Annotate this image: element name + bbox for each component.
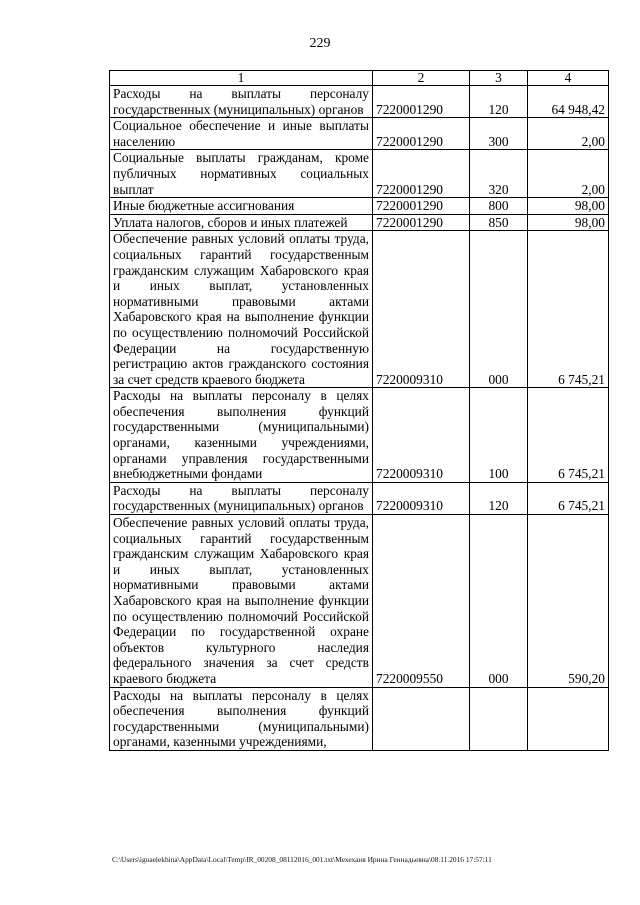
- row-target-code: 7220001290: [373, 214, 470, 231]
- row-description: Социальное обеспечение и иные выплаты населению: [110, 118, 373, 150]
- table-row: [110, 198, 609, 215]
- row-amount: 6 745,21: [528, 231, 609, 388]
- row-target-code: 7220001290: [373, 86, 470, 118]
- row-target-code: 7220001290: [373, 150, 470, 198]
- table-row: [110, 388, 609, 483]
- row-expense-type: 800: [470, 198, 528, 215]
- table-row: [110, 231, 609, 388]
- row-expense-type: 320: [470, 150, 528, 198]
- row-target-code: 7220009310: [373, 482, 470, 514]
- row-description: Расходы на выплаты персоналу в целях обеспечения выполнения функций государственными (муниципальными) органами, казенными учреждениями, органами управления государственными внебюджетными фондами: [110, 388, 373, 483]
- table-row: [110, 515, 609, 688]
- table-row: [110, 86, 609, 118]
- row-target-code: 7220001290: [373, 198, 470, 215]
- table-row: [110, 118, 609, 150]
- row-amount: 2,00: [528, 150, 609, 198]
- row-amount: 6 745,21: [528, 482, 609, 514]
- header-col-4: 4: [528, 71, 609, 86]
- row-expense-type: 000: [470, 515, 528, 688]
- table-row: [110, 482, 609, 514]
- row-amount: 64 948,42: [528, 86, 609, 118]
- row-expense-type: 120: [470, 86, 528, 118]
- table-row: [110, 214, 609, 231]
- row-description: Обеспечение равных условий оплаты труда, социальных гарантий государственным гражданским служащим Хабаровского края и иных выплат, установленных нормативными правовыми актами Хабаровского края на выполнение функции по осуществлению полномочий Российской Федерации по государственной охране объектов культурного наследия федерального значения за счет средств краевого бюджета: [110, 515, 373, 688]
- row-amount: 98,00: [528, 214, 609, 231]
- row-description: Расходы на выплаты персоналу государственных (муниципальных) органов: [110, 86, 373, 118]
- row-target-code: 7220001290: [373, 118, 470, 150]
- row-expense-type: 000: [470, 231, 528, 388]
- row-description: Социальные выплаты гражданам, кроме публичных нормативных социальных выплат: [110, 150, 373, 198]
- row-expense-type: 120: [470, 482, 528, 514]
- row-target-code: 7220009310: [373, 388, 470, 483]
- row-target-code: 7220009550: [373, 515, 470, 688]
- table-header-row: [110, 71, 609, 86]
- row-expense-type: [470, 687, 528, 750]
- row-amount: 6 745,21: [528, 388, 609, 483]
- row-amount: 98,00: [528, 198, 609, 215]
- header-col-1: 1: [110, 71, 373, 86]
- row-description: Уплата налогов, сборов и иных платежей: [110, 214, 373, 231]
- header-col-2: 2: [373, 71, 470, 86]
- row-description: Расходы на выплаты персоналу в целях обеспечения выполнения функций государственными (муниципальными) органами, казенными учреждениями,: [110, 687, 373, 750]
- row-description: Иные бюджетные ассигнования: [110, 198, 373, 215]
- row-amount: [528, 687, 609, 750]
- row-amount: 2,00: [528, 118, 609, 150]
- header-col-3: 3: [470, 71, 528, 86]
- row-amount: 590,20: [528, 515, 609, 688]
- table-row: [110, 687, 609, 750]
- row-target-code: 7220009310: [373, 231, 470, 388]
- row-target-code: [373, 687, 470, 750]
- row-description: Обеспечение равных условий оплаты труда, социальных гарантий государственным гражданским служащим Хабаровского края и иных выплат, установленных нормативными правовыми актами Хабаровского края на выполнение функции по осуществлению полномочий Российской Федерации на государственную регистрацию актов гражданского состояния за счет средств краевого бюджета: [110, 231, 373, 388]
- row-expense-type: 300: [470, 118, 528, 150]
- page-number: 229: [309, 36, 331, 51]
- table-row: [110, 150, 609, 198]
- row-description: Расходы на выплаты персоналу государственных (муниципальных) органов: [110, 482, 373, 514]
- row-expense-type: 850: [470, 214, 528, 231]
- document-footer-path: C:\Users\iguaelekhina\AppData\Local\Temp\IR_00208_08112016_001.txt\Мехеханя Ирина Геннадьевна\08.11.2016 17:57:11: [112, 855, 492, 864]
- budget-table: [109, 70, 609, 751]
- row-expense-type: 100: [470, 388, 528, 483]
